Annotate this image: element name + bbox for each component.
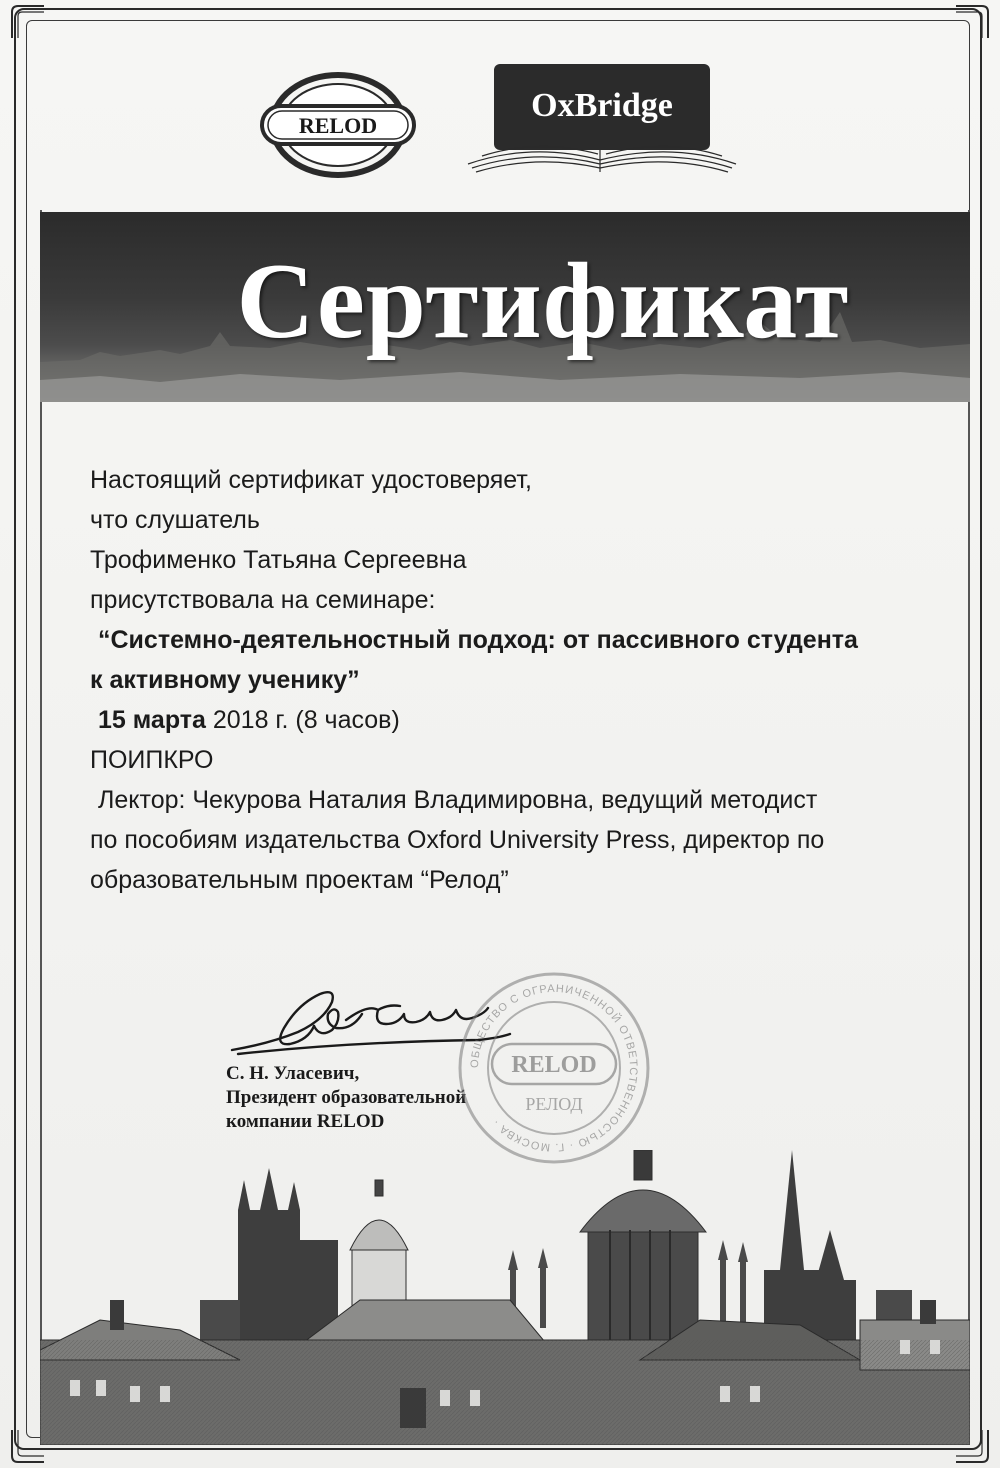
title-banner	[40, 212, 970, 402]
stamp-lower-text: РЕЛОД	[525, 1094, 583, 1114]
body-line: что слушатель	[90, 506, 260, 534]
corner-ornament	[8, 2, 48, 42]
certificate-body	[90, 460, 930, 900]
body-line: Настоящий сертификат удостоверяет,	[90, 466, 532, 494]
seminar-place: ПОИПКРО	[90, 746, 214, 774]
company-stamp	[456, 970, 652, 1166]
oxbridge-logo	[462, 64, 742, 176]
signer-position: Президент образовательной	[226, 1087, 467, 1108]
recipient-name: Трофименко Татьяна Сергеевна	[90, 546, 467, 574]
lecturer-line: по пособиям издательства Oxford University Press, директор по	[90, 826, 825, 854]
lecturer-line: Лектор: Чекурова Наталия Владимировна, ведущий методист	[98, 786, 818, 814]
seminar-title-continued: к активному ученику”	[90, 666, 360, 694]
relod-logo-text: RELOD	[298, 113, 378, 138]
oxford-skyline-illustration	[40, 1150, 970, 1445]
relod-logo	[258, 70, 418, 180]
lecturer-line: образовательным проектам “Релод”	[90, 866, 509, 894]
corner-ornament	[952, 2, 992, 42]
date-rest: 2018 г. (8 часов)	[205, 706, 400, 734]
seminar-title: “Системно-деятельностный подход: от пассивного студента	[98, 626, 858, 654]
date-day: 15 марта	[98, 706, 206, 734]
signer-name: С. Н. Уласевич,	[226, 1063, 360, 1084]
signer-company: компании RELOD	[226, 1111, 385, 1132]
stamp-ring-text: ОБЩЕСТВО С ОГРАНИЧЕННОЙ ОТВЕТСТВЕННОСТЬЮ · Г. МОСКВА ·	[468, 982, 640, 1154]
seminar-date	[90, 700, 930, 740]
stamp-center-text: RELOD	[511, 1052, 597, 1078]
certificate-title: Сертификат	[236, 242, 850, 361]
oxbridge-logo-text: OxBridge	[531, 87, 673, 124]
body-line: присутствовала на семинаре:	[90, 586, 436, 614]
